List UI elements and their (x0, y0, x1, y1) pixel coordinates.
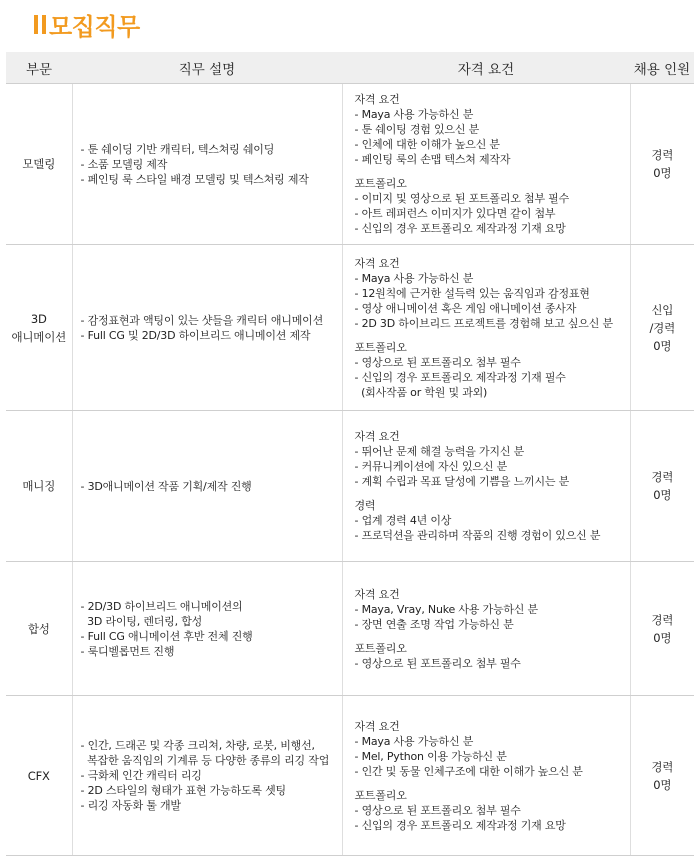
req-item: - Maya 사용 가능하신 분 (354, 271, 474, 285)
req-block (355, 256, 630, 331)
table-row (6, 411, 694, 562)
req-item: - 신입의 경우 포트폴리오 제작과정 기재 필수 (354, 370, 566, 384)
desc-line: - 리깅 자동화 툴 개발 (80, 799, 181, 812)
req-item: - 계획 수립과 목표 달성에 기쁨을 느끼시는 분 (354, 475, 570, 488)
desc-line: - 페인팅 룩 스타일 배경 모델링 및 텍스쳐링 제작 (80, 172, 309, 186)
dept-line: 매니징 (22, 479, 56, 493)
req-item: - 영상으로 된 포트폴리오 첨부 필수 (354, 355, 521, 369)
desc-line: 3D 라이팅, 렌더링, 합성 (80, 614, 203, 628)
req-block (355, 641, 630, 671)
hire-line: 신입 (651, 302, 674, 317)
req-item: - 업계 경력 4년 이상 (354, 514, 452, 527)
req-item: - 신입의 경우 포트폴리오 제작과정 기재 요망 (354, 818, 566, 832)
req-block (355, 498, 630, 543)
hire-line: 0명 (653, 630, 672, 645)
hire-cell (630, 696, 694, 856)
hire-line: /경력 (649, 320, 675, 335)
desc-line: - 감정표현과 액팅이 있는 샷들을 캐릭터 애니메이션 (80, 313, 323, 327)
req-item: - 인간 및 동물 인체구조에 대한 이해가 높으신 분 (354, 764, 583, 778)
hire-line: 0명 (653, 488, 672, 502)
req-item: - 인체에 대한 이해가 높으신 분 (354, 138, 500, 151)
req-item: - 이미지 및 영상으로 된 포트폴리오 첨부 필수 (354, 192, 570, 205)
req-item: - 아트 레퍼런스 이미지가 있다면 같이 첨부 (354, 207, 556, 220)
header-desc: 직무 설명 (72, 52, 342, 84)
desc-cell (72, 245, 342, 411)
req-block-title: 자격 요건 (354, 430, 400, 443)
req-block (355, 176, 630, 236)
desc-line: 복잡한 움직임의 기계류 등 다양한 종류의 리깅 작업 (80, 754, 330, 767)
req-item: - 12원칙에 근거한 설득력 있는 움직임과 감정표현 (354, 286, 590, 300)
req-cell (342, 84, 630, 245)
dept-cell (6, 696, 72, 856)
desc-cell (72, 84, 342, 245)
req-item: - Maya 사용 가능하신 분 (354, 734, 474, 748)
hire-line: 0명 (653, 777, 672, 792)
dept-line: 합성 (27, 621, 50, 636)
req-block-title: 경력 (354, 499, 376, 512)
desc-line: - 2D/3D 하이브리드 애니메이션의 (80, 599, 243, 613)
jobs-table (6, 52, 694, 856)
req-cell (342, 696, 630, 856)
desc-line: - 2D 스타일의 형태가 표현 가능하도록 셋팅 (80, 784, 286, 797)
req-item: - 신입의 경우 포트폴리오 제작과정 기재 요망 (354, 222, 566, 235)
req-block (355, 587, 630, 632)
req-cell (342, 245, 630, 411)
hire-cell (630, 411, 694, 562)
dept-cell (6, 562, 72, 696)
hire-line: 경력 (651, 759, 674, 774)
req-item: - 영상으로 된 포트폴리오 첨부 필수 (354, 803, 521, 817)
req-item: - 페인팅 룩의 손맵 텍스쳐 제작자 (354, 153, 511, 166)
hire-line: 0명 (653, 338, 672, 353)
req-item: - 뛰어난 문제 해결 능력을 가지신 분 (354, 445, 525, 458)
dept-line: 애니메이션 (11, 329, 67, 344)
req-block-title: 자격 요건 (354, 587, 400, 601)
dept-cell (6, 411, 72, 562)
desc-line: - 툰 쉐이딩 기반 캐릭터, 텍스쳐링 쉐이딩 (80, 142, 275, 156)
dept-cell (6, 245, 72, 411)
req-block-title: 포트폴리오 (354, 641, 407, 655)
table-row (6, 245, 694, 411)
req-block-title: 자격 요건 (354, 719, 400, 733)
req-block-title: 자격 요건 (354, 93, 400, 106)
req-item: (회사작품 or 학원 및 과외) (354, 385, 488, 399)
table-header-row (6, 52, 694, 84)
dept-cell (6, 84, 72, 245)
title-bars-icon (34, 15, 46, 34)
hire-cell (630, 245, 694, 411)
req-item: - 툰 쉐이팅 경험 있으신 분 (354, 123, 480, 136)
req-item: - 2D 3D 하이브리드 프로젝트를 경험해 보고 싶으신 분 (354, 316, 613, 330)
req-block (355, 429, 630, 489)
table-row (6, 696, 694, 856)
hire-line: 0명 (653, 166, 672, 180)
desc-cell (72, 411, 342, 562)
req-block-title: 포트폴리오 (354, 788, 407, 802)
req-cell (342, 411, 630, 562)
req-item: - 프로덕션을 관리하며 작품의 진행 경험이 있으신 분 (354, 529, 601, 542)
req-item: - 영상 애니메이션 혹은 게임 애니메이션 종사자 (354, 301, 577, 315)
req-item: - 영상으로 된 포트폴리오 첨부 필수 (354, 656, 521, 670)
desc-line: - 인간, 드래곤 및 각종 크리쳐, 차량, 로봇, 비행선, (80, 739, 315, 752)
req-item: - 커뮤니케이션에 자신 있으신 분 (354, 460, 507, 473)
req-cell (342, 562, 630, 696)
desc-cell (72, 562, 342, 696)
header-dept: 부문 (6, 52, 72, 84)
header-hire: 채용 인원 (630, 52, 694, 84)
page-title (34, 6, 140, 42)
req-block (355, 788, 630, 833)
req-block (355, 719, 630, 779)
req-item: - 장면 연출 조명 작업 가능하신 분 (354, 617, 514, 631)
req-item: - Maya, Vray, Nuke 사용 가능하신 분 (354, 602, 538, 616)
desc-line: - 극화체 인간 캐릭터 리깅 (80, 769, 202, 782)
hire-cell (630, 84, 694, 245)
req-item: - Maya 사용 가능하신 분 (354, 108, 474, 121)
req-block (355, 340, 630, 400)
table-row (6, 562, 694, 696)
table-row (6, 84, 694, 245)
req-block-title: 포트폴리오 (354, 340, 407, 354)
req-block-title: 포트폴리오 (354, 177, 407, 190)
desc-line: - Full CG 애니메이션 후반 전체 진행 (80, 629, 253, 643)
page-title-text: 모집직무 (49, 12, 140, 41)
dept-line: 3D (30, 311, 47, 326)
desc-cell (72, 696, 342, 856)
req-item: - Mel, Python 이용 가능하신 분 (354, 749, 507, 763)
hire-cell (630, 562, 694, 696)
hire-line: 경력 (651, 470, 674, 484)
desc-line: - 룩디벨롭먼트 진행 (80, 644, 175, 658)
hire-line: 경력 (651, 148, 674, 162)
dept-line: CFX (27, 768, 50, 783)
req-block-title: 자격 요건 (354, 256, 400, 270)
dept-line: 모델링 (22, 157, 56, 171)
header-req: 자격 요건 (342, 52, 630, 84)
desc-line: - Full CG 및 2D/3D 하이브리드 애니메이션 제작 (80, 328, 311, 342)
hire-line: 경력 (651, 612, 674, 627)
desc-line: - 소품 모델링 제작 (80, 157, 168, 171)
desc-line: - 3D애니메이션 작품 기획/제작 진행 (80, 479, 252, 493)
req-block (355, 92, 630, 167)
